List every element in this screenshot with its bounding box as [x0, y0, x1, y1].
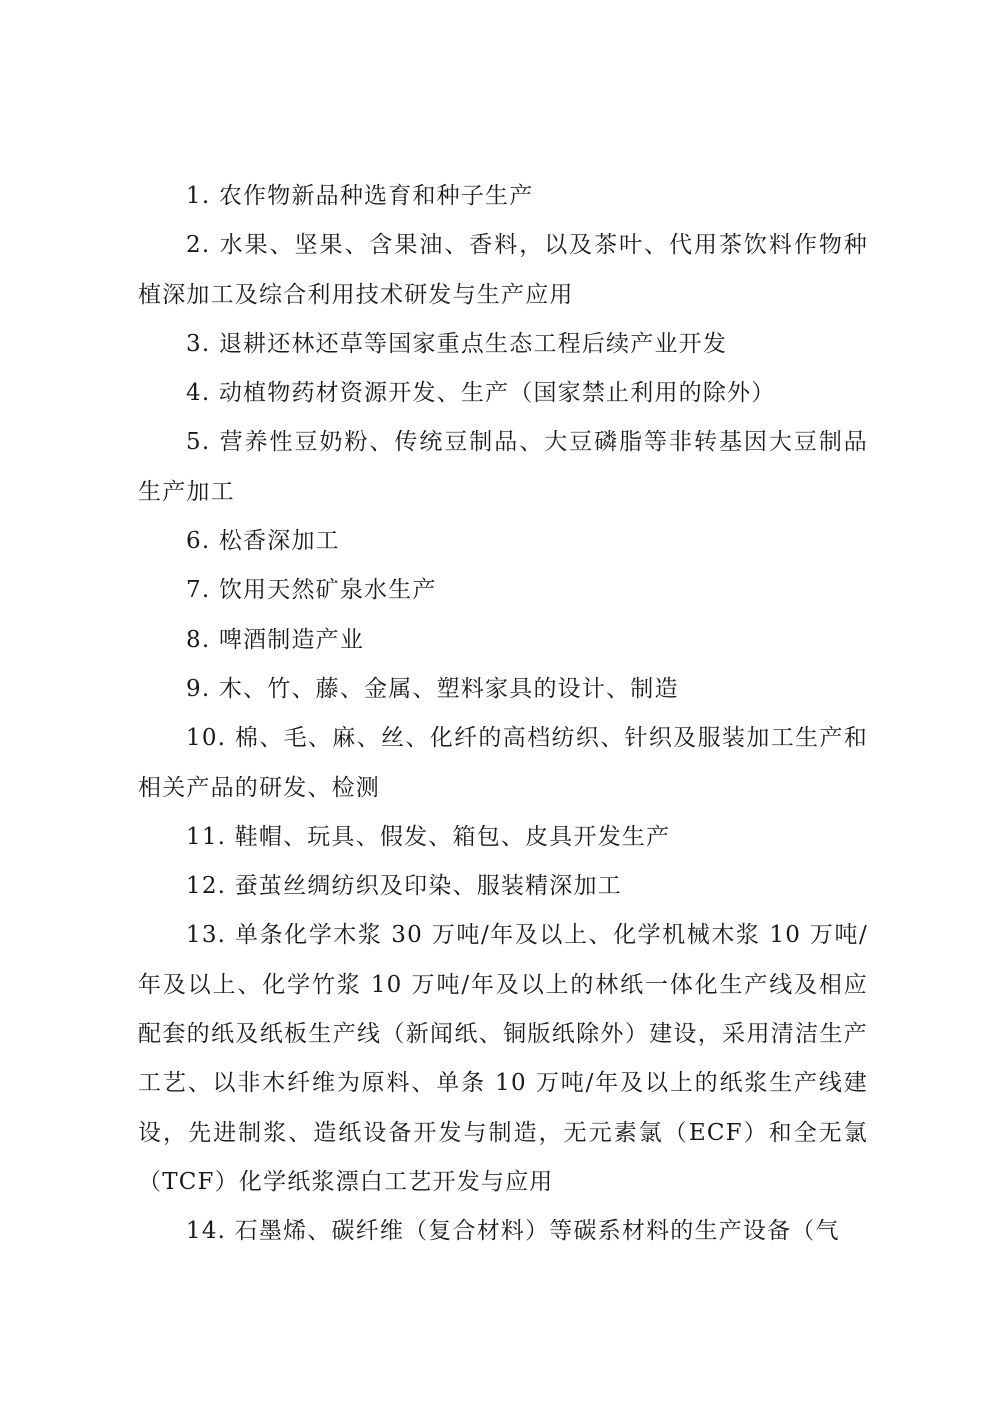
document-body	[138, 172, 868, 1257]
list-item: 8. 啤酒制造产业	[186, 626, 365, 653]
list-item: 11. 鞋帽、玩具、假发、箱包、皮具开发生产	[186, 823, 671, 850]
list-item: 9. 木、竹、藤、金属、塑料家具的设计、制造	[186, 675, 679, 702]
list-item: 5. 营养性豆奶粉、传统豆制品、大豆磷脂等非转基因大豆制品生产加工	[138, 429, 868, 505]
list-item: 2. 水果、坚果、含果油、香料，以及茶叶、代用茶饮料作物种植深加工及综合利用技术研发与生产应用	[138, 232, 868, 308]
list-item: 7. 饮用天然矿泉水生产	[186, 577, 437, 604]
list-item: 6. 松香深加工	[186, 528, 340, 555]
list-item: 13. 单条化学木浆 30 万吨/年及以上、化学机械木浆 10 万吨/年及以上、化学竹浆 10 万吨/年及以上的林纸一体化生产线及相应配套的纸及纸板生产线（新闻纸、铜版纸除外）建设，采用清洁生产工艺、以非木纤维为原料、单条 10 万吨/年及以上的纸浆生产线建设，先进制浆、造纸设备开发与制造，无元素氯（ECF）和全无氯（TCF）化学纸浆漂白工艺开发与应用	[138, 922, 868, 1195]
list-item: 3. 退耕还林还草等国家重点生态工程后续产业开发	[186, 330, 728, 357]
list-item: 14. 石墨烯、碳纤维（复合材料）等碳系材料的生产设备（气	[186, 1218, 840, 1245]
list-item: 10. 棉、毛、麻、丝、化纤的高档纺织、针织及服装加工生产和相关产品的研发、检测	[138, 725, 868, 801]
list-item: 1. 农作物新品种选育和种子生产	[186, 183, 534, 209]
list-item: 4. 动植物药材资源开发、生产（国家禁止利用的除外）	[186, 380, 776, 407]
list-item: 12. 蚕茧丝绸纺织及印染、服装精深加工	[186, 873, 622, 900]
